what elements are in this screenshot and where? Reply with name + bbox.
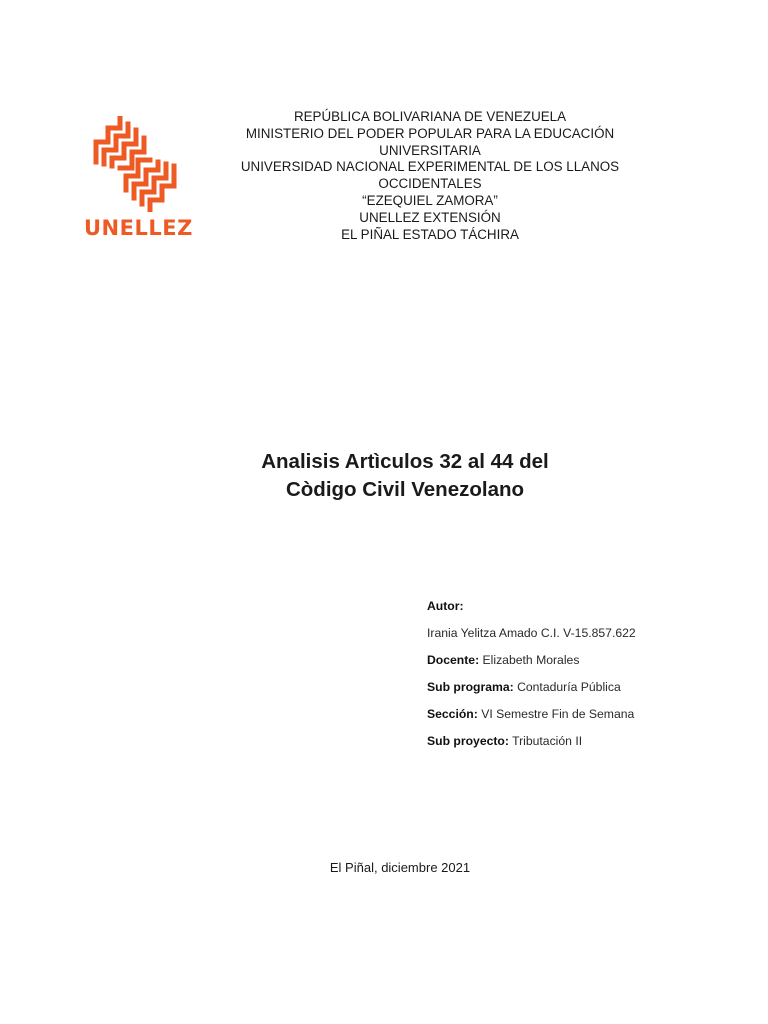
header-line: REPÚBLICA BOLIVARIANA DE VENEZUELA	[293, 109, 567, 124]
section-row	[427, 706, 661, 722]
title-line: Analisis Artìculos 32 al 44 del	[261, 450, 549, 473]
author-label: Autor:	[427, 599, 464, 613]
logo-text: UNELLEZ	[84, 216, 193, 240]
title-line: Còdigo Civil Venezolano	[285, 478, 525, 501]
program-row	[427, 679, 661, 695]
teacher-label: Docente:	[427, 653, 480, 667]
header-line: UNIVERSITARIA	[379, 142, 481, 158]
project-label: Sub proyecto:	[427, 734, 509, 748]
header-line: “EZEQUIEL ZAMORA”	[362, 192, 498, 208]
teacher-value: Elizabeth Morales	[482, 653, 580, 667]
unellez-logo	[82, 116, 193, 244]
header-line: OCCIDENTALES	[378, 176, 482, 192]
project-row	[427, 733, 661, 749]
author-value: Irania Yelitza Amado C.I. V-15.857.622	[427, 626, 636, 640]
place-date: El Piñal, diciembre 2021	[329, 860, 471, 875]
program-value: Contaduría Pública	[517, 680, 621, 694]
author-info-block	[427, 598, 661, 760]
author-value-row	[427, 625, 661, 641]
project-value: Tributación II	[512, 734, 583, 748]
author-label-row	[427, 598, 661, 614]
institution-header	[200, 109, 660, 243]
header-line: MINISTERIO DEL PODER POPULAR PARA LA EDUCACIÓN	[245, 125, 615, 141]
document-title	[170, 448, 640, 504]
section-label: Sección:	[427, 707, 478, 721]
teacher-row	[427, 652, 661, 668]
header-line: EL PIÑAL ESTADO TÁCHIRA	[341, 226, 519, 242]
section-value: VI Semestre Fin de Semana	[481, 707, 635, 721]
program-label: Sub programa:	[427, 680, 514, 694]
header-line: UNIVERSIDAD NACIONAL EXPERIMENTAL DE LOS LLANOS	[240, 159, 620, 175]
unellez-emblem-icon	[90, 116, 180, 212]
header-line: UNELLEZ EXTENSIÓN	[359, 209, 501, 225]
